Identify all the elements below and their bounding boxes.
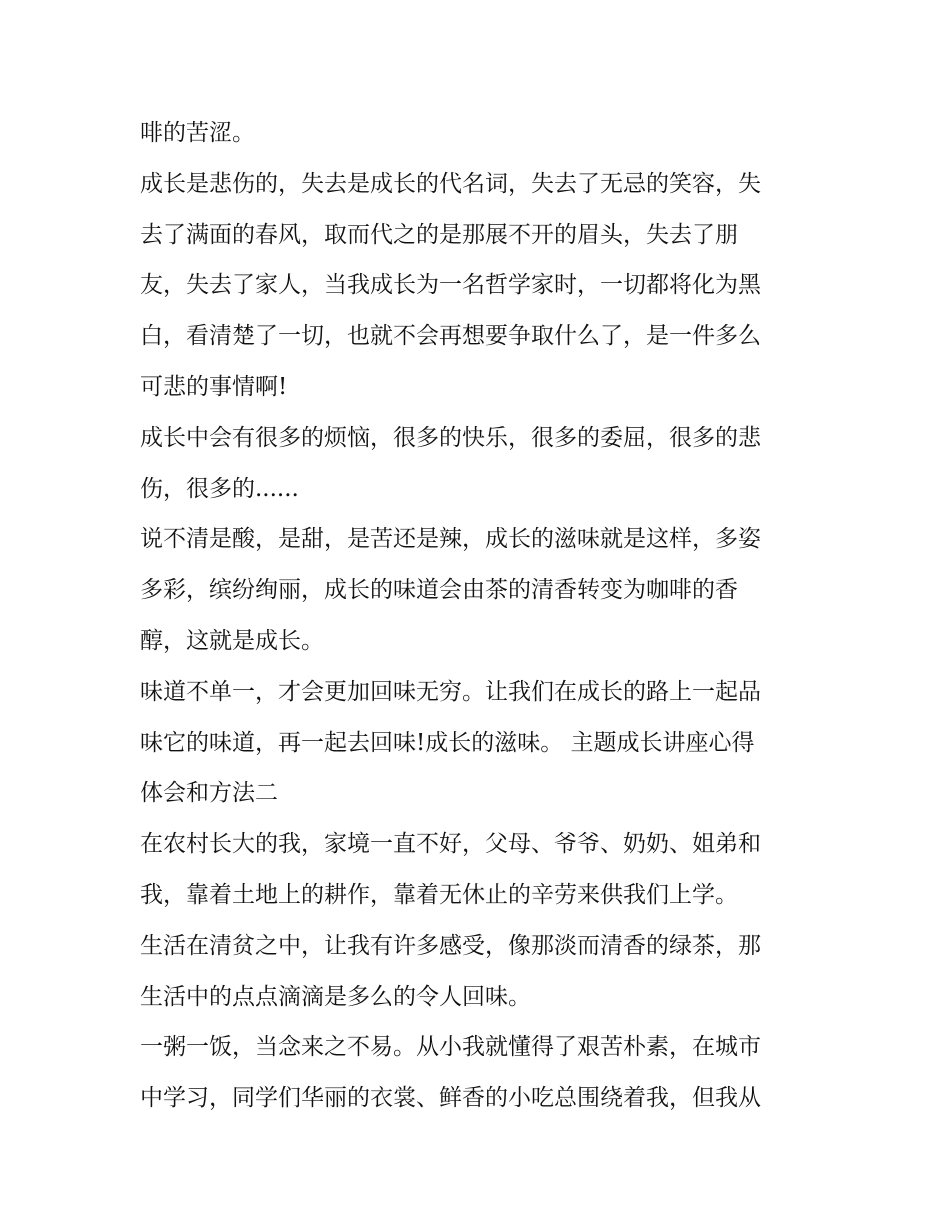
text-line: 中学习，同学们华丽的衣裳、鲜香的小吃总围绕着我，但我从 bbox=[140, 1085, 761, 1112]
text-line: 体会和方法二 bbox=[140, 780, 278, 807]
text-line: 味道不单一，才会更加回味无穷。让我们在成长的路上一起品 bbox=[140, 678, 761, 705]
text-line: 可悲的事情啊! bbox=[140, 373, 288, 400]
text-line: 我，靠着土地上的耕作，靠着无休止的辛劳来供我们上学。 bbox=[140, 881, 738, 908]
body-text bbox=[140, 108, 820, 1124]
text-line: 在农村长大的我，家境一直不好，父母、爷爷、奶奶、姐弟和 bbox=[140, 831, 761, 858]
text-line: 醇，这就是成长。 bbox=[140, 627, 324, 654]
text-line: 说不清是酸，是甜，是苦还是辣，成长的滋味就是这样，多姿 bbox=[140, 526, 761, 553]
text-line: 啡的苦涩。 bbox=[140, 120, 255, 146]
text-line: 去了满面的春风，取而代之的是那展不开的眉头，失去了朋 bbox=[140, 221, 738, 248]
text-line: 味它的味道，再一起去回味!成长的滋味。 主题成长讲座心得 bbox=[140, 729, 755, 756]
text-line: 成长中会有很多的烦恼，很多的快乐，很多的委屈，很多的悲 bbox=[140, 424, 761, 451]
text-line: 一粥一饭，当念来之不易。从小我就懂得了艰苦朴素，在城市 bbox=[140, 1034, 761, 1061]
text-line: 生活在清贫之中，让我有许多感受，像那淡而清香的绿茶，那 bbox=[140, 932, 761, 959]
text-line: 多彩，缤纷绚丽，成长的味道会由茶的清香转变为咖啡的香 bbox=[140, 577, 738, 604]
text-line: 成长是悲伤的，失去是成长的代名词，失去了无忌的笑容，失 bbox=[140, 170, 761, 197]
text-line: 友，失去了家人，当我成长为一名哲学家时，一切都将化为黑 bbox=[140, 272, 761, 299]
text-line: 伤，很多的...... bbox=[140, 475, 299, 502]
text-line: 生活中的点点滴滴是多么的令人回味。 bbox=[140, 983, 531, 1010]
text-line: 白，看清楚了一切，也就不会再想要争取什么了，是一件多么 bbox=[140, 323, 761, 350]
